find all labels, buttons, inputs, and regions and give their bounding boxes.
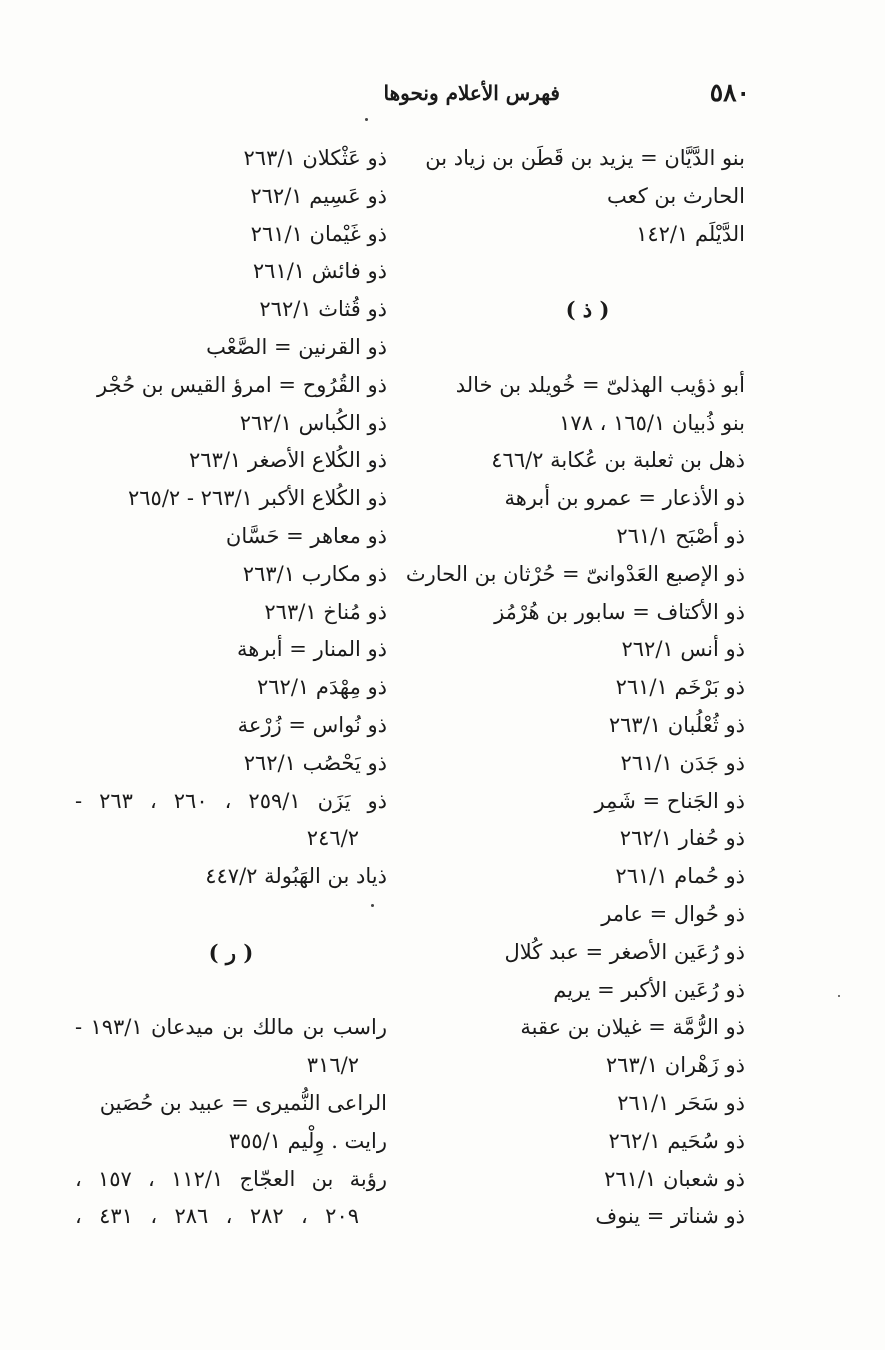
index-entry: ذو غَيْمان ٢٦١/١ (250, 221, 387, 246)
blank-line (430, 253, 745, 291)
index-entry: ذو رُعَين الأكبر = يريم (553, 977, 745, 1002)
index-entry: راسب بن مالك بن ميدعان ١٩٣/١ - (75, 1015, 387, 1040)
index-entry-continuation: الحارث بن كعب (606, 183, 745, 208)
index-entry: ذو شناتر = ينوف (595, 1204, 745, 1229)
page-number: ٥٨٠ (709, 78, 750, 107)
print-speck (365, 118, 368, 121)
index-entry: ذو الأذعار = عمرو بن أبرهة (504, 486, 745, 511)
index-entry: ذو رُعَين الأصغر = عبد كُلال (504, 939, 745, 964)
section-heading: ( ذ ) (565, 297, 610, 323)
index-entry: ذو أصْبَح ٢٦١/١ (616, 523, 745, 548)
index-entry: رؤبة بن العجّاج ١١٢/١ ، ١٥٧ ، (75, 1166, 387, 1191)
index-entry: ذو قُثاث ٢٦٢/١ (259, 297, 387, 322)
index-entry: الدَّيْلَم ١٤٢/١ (636, 221, 745, 246)
index-entry: رايت . وِلْيم ٣٥٥/١ (228, 1128, 387, 1153)
index-entry: ذو يَحْصُب ٢٦٢/١ (243, 750, 387, 775)
index-entry: ذو حُفار ٢٦٢/١ (619, 826, 745, 851)
index-entry: ذو الكُباس ٢٦٢/١ (239, 410, 387, 435)
index-entry: ذو الرُّمَّة = غيلان بن عقبة (520, 1015, 745, 1040)
index-entry: ذو سُحَيم ٢٦٢/١ (608, 1128, 745, 1153)
index-entry: ذو عَسِيم ٢٦٢/١ (250, 183, 387, 208)
index-entry: ذو الأكتاف = سابور بن هُرْمُز (494, 599, 745, 624)
index-entry: أبو ذؤيب الهذلىّ = خُويلد بن خالد (455, 372, 745, 397)
index-entry: ذو شعبان ٢٦١/١ (604, 1166, 745, 1191)
index-entry-continuation: ٢٤٦/٢ (306, 826, 359, 851)
blank-line (430, 329, 745, 367)
index-entry: ذو الإصبع العَدْوانىّ = حُرْثان بن الحارث (405, 561, 745, 586)
index-entry: ذو الكُلاع الأكبر ٢٦٣/١ - ٢٦٥/٢ (127, 486, 387, 511)
blank-line (75, 896, 387, 934)
index-column-right (405, 140, 745, 1236)
index-entry: ذياد بن الهَبُولة ٤٤٧/٢ (205, 864, 387, 889)
index-entry: ذو يَزَن ٢٥٩/١ ، ٢٦٠ ، ٢٦٣ - (75, 788, 387, 813)
index-entry: ذو حُوال = عامر (601, 901, 745, 926)
index-entry: ذو عَثْكلان ٢٦٣/١ (243, 146, 387, 170)
index-column-left (75, 140, 387, 1236)
index-entry: ذو الكُلاع الأصغر ٢٦٣/١ (189, 448, 387, 473)
index-entry: ذو زَهْران ٢٦٣/١ (605, 1053, 745, 1078)
print-speck (371, 904, 374, 907)
page-header (330, 78, 750, 118)
index-entry: ذو حُمام ٢٦١/١ (615, 864, 745, 889)
index-entry: ذو نُواس = زُرْعة (237, 712, 387, 737)
index-entry: بنو ذُبيان ١٦٥/١ ، ١٧٨ (559, 410, 745, 435)
index-entry: ذو القُرُوح = امرؤ القيس بن حُجْر (96, 372, 387, 397)
index-entry: ذو سَحَر ٢٦١/١ (617, 1090, 745, 1115)
blank-line (75, 972, 387, 1010)
index-entry: ذو بَرْخَم ٢٦١/١ (615, 675, 745, 700)
index-entry-continuation: ٢٠٩ ، ٢٨٢ ، ٢٨٦ ، ٤٣١ ، (75, 1204, 360, 1229)
index-entry: ذو فائش ٢٦١/١ (252, 259, 387, 284)
index-entry: ذو مكارب ٢٦٣/١ (242, 561, 387, 586)
index-entry: ذو مِهْدَم ٢٦٢/١ (257, 675, 387, 700)
index-entry: ذهل بن ثعلبة بن عُكابة ٤٦٦/٢ (491, 448, 745, 473)
running-title: فهرس الأعلام ونحوها (383, 81, 560, 105)
index-entry: ذو القرنين = الصَّعْب (206, 334, 387, 359)
section-heading: ( ر ) (208, 939, 254, 965)
index-entry: ذو المنار = أبرهة (237, 637, 387, 662)
index-entry: ذو ثُعْلُبان ٢٦٣/١ (608, 712, 745, 737)
index-entry: ذو أنس ٢٦٢/١ (621, 637, 745, 662)
print-speck (838, 995, 840, 997)
index-entry: الراعى النُّميرى = عبيد بن حُصَين (99, 1090, 387, 1115)
index-entry-continuation: ٣١٦/٢ (306, 1053, 359, 1078)
index-entry: ذو معاهر = حَسَّان (225, 523, 387, 548)
index-entry: ذو مُناخ ٢٦٣/١ (264, 599, 387, 624)
index-entry: بنو الدَّيَّان = يزيد بن قَطَن بن زياد بن (425, 146, 745, 170)
index-entry: ذو جَدَن ٢٦١/١ (620, 750, 745, 775)
index-entry: ذو الجَناح = شَمِر (594, 788, 745, 813)
